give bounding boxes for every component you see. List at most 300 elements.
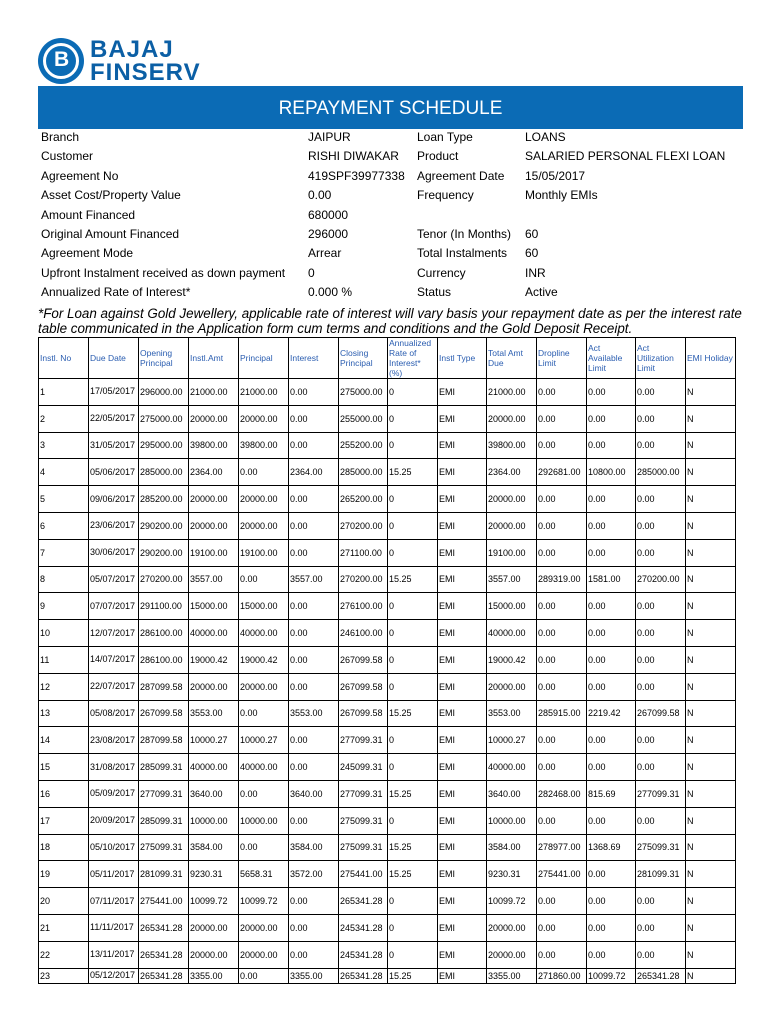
table-cell: 0.00 <box>289 807 339 834</box>
column-header: Act Available Limit <box>587 338 636 379</box>
table-cell: 0.00 <box>239 459 289 486</box>
table-cell: 17/05/2017 <box>89 379 139 406</box>
table-cell: 296000.00 <box>139 379 189 406</box>
info-row <box>38 129 743 148</box>
table-cell: 9230.31 <box>487 861 537 888</box>
table-cell: 267099.58 <box>339 673 388 700</box>
table-cell: EMI <box>438 539 487 566</box>
table-row <box>39 807 736 834</box>
logo-mark-letter: B <box>54 48 70 71</box>
table-cell: EMI <box>438 807 487 834</box>
table-cell: 22/07/2017 <box>89 673 139 700</box>
table-cell: N <box>686 539 736 566</box>
table-cell: 3 <box>39 432 89 459</box>
table-cell: 0.00 <box>289 914 339 941</box>
info-value2: LOANS <box>525 130 566 144</box>
table-cell: 0 <box>388 754 438 781</box>
table-cell: 0.00 <box>587 379 636 406</box>
info-value: 0 <box>308 265 315 280</box>
table-cell: 0.00 <box>587 593 636 620</box>
table-cell: 15000.00 <box>487 593 537 620</box>
table-cell: 0.00 <box>636 727 686 754</box>
table-cell: EMI <box>438 673 487 700</box>
table-cell: 270200.00 <box>339 512 388 539</box>
table-cell: 6 <box>39 512 89 539</box>
table-cell: N <box>686 888 736 915</box>
table-cell: 0.00 <box>239 700 289 727</box>
info-row <box>38 168 743 187</box>
table-cell: 10099.72 <box>587 968 636 983</box>
table-cell: 15.25 <box>388 566 438 593</box>
table-cell: 0.00 <box>289 754 339 781</box>
table-cell: 10000.27 <box>239 727 289 754</box>
table-cell: 40000.00 <box>189 754 239 781</box>
table-cell: 0.00 <box>289 646 339 673</box>
table-cell: 0.00 <box>537 807 587 834</box>
table-cell: 0 <box>388 888 438 915</box>
table-cell: 10000.27 <box>189 727 239 754</box>
table-cell: N <box>686 727 736 754</box>
table-cell: 265341.28 <box>139 941 189 968</box>
table-cell: 0.00 <box>289 539 339 566</box>
table-cell: N <box>686 459 736 486</box>
table-cell: 0.00 <box>537 673 587 700</box>
table-row <box>39 914 736 941</box>
table-cell: 277099.31 <box>339 780 388 807</box>
table-cell: 13 <box>39 700 89 727</box>
column-header: Dropline Limit <box>537 338 587 379</box>
table-cell: 267099.58 <box>339 646 388 673</box>
table-cell: 20000.00 <box>189 941 239 968</box>
table-row <box>39 861 736 888</box>
table-cell: 0.00 <box>537 914 587 941</box>
table-cell: N <box>686 941 736 968</box>
table-cell: EMI <box>438 593 487 620</box>
table-cell: 0.00 <box>289 593 339 620</box>
table-header-row <box>39 338 736 379</box>
table-cell: 270200.00 <box>139 566 189 593</box>
table-cell: 3355.00 <box>289 968 339 983</box>
table-cell: N <box>686 379 736 406</box>
table-cell: EMI <box>438 861 487 888</box>
column-header: Annualized Rate of Interest* (%) <box>388 338 438 379</box>
table-cell: 0 <box>388 593 438 620</box>
table-cell: 15.25 <box>388 861 438 888</box>
table-cell: 19000.42 <box>487 646 537 673</box>
info-label: Agreement Mode <box>41 246 134 261</box>
table-cell: 291100.00 <box>139 593 189 620</box>
table-cell: EMI <box>438 968 487 983</box>
table-row <box>39 968 736 983</box>
table-cell: 285000.00 <box>636 459 686 486</box>
table-row <box>39 593 736 620</box>
table-cell: 265200.00 <box>339 486 388 513</box>
table-row <box>39 566 736 593</box>
table-cell: 40000.00 <box>239 620 289 647</box>
table-cell: 0 <box>388 673 438 700</box>
table-cell: 0 <box>388 432 438 459</box>
table-cell: 10000.00 <box>239 807 289 834</box>
info-label: Customer <box>41 149 94 164</box>
table-cell: 0.00 <box>537 405 587 432</box>
table-cell: 275099.31 <box>339 807 388 834</box>
table-cell: 0.00 <box>289 379 339 406</box>
info-value: 0.000 % <box>308 285 353 300</box>
table-cell: 277099.31 <box>636 780 686 807</box>
table-cell: 0.00 <box>636 512 686 539</box>
column-header: Opening Principal <box>139 338 189 379</box>
table-cell: 0.00 <box>587 727 636 754</box>
column-header: Total Amt Due <box>487 338 537 379</box>
logo-line2: FINSERV <box>90 59 201 86</box>
table-cell: 290200.00 <box>139 512 189 539</box>
table-cell: 20000.00 <box>189 512 239 539</box>
table-cell: 0.00 <box>587 486 636 513</box>
table-cell: 286100.00 <box>139 646 189 673</box>
table-cell: 21000.00 <box>189 379 239 406</box>
table-cell: 0.00 <box>636 941 686 968</box>
table-cell: 0.00 <box>587 405 636 432</box>
table-cell: 0 <box>388 646 438 673</box>
table-cell: 265341.28 <box>339 888 388 915</box>
table-cell: EMI <box>438 754 487 781</box>
table-cell: 277099.31 <box>139 780 189 807</box>
table-cell: 4 <box>39 459 89 486</box>
info-value: 419SPF39977338 <box>308 168 405 183</box>
table-cell: 20000.00 <box>487 941 537 968</box>
table-row <box>39 620 736 647</box>
table-cell: 3553.00 <box>189 700 239 727</box>
info-label: Amount Financed <box>41 207 136 222</box>
table-cell: 0.00 <box>239 834 289 861</box>
table-cell: 275000.00 <box>339 379 388 406</box>
table-cell: 19 <box>39 861 89 888</box>
info-label2: Frequency <box>417 188 474 203</box>
table-cell: 1 <box>39 379 89 406</box>
table-cell: 05/11/2017 <box>89 861 139 888</box>
table-cell: 3572.00 <box>289 861 339 888</box>
table-cell: 05/12/2017 <box>89 968 139 983</box>
table-cell: N <box>686 780 736 807</box>
table-cell: 20000.00 <box>487 486 537 513</box>
table-cell: 21000.00 <box>239 379 289 406</box>
table-cell: 0 <box>388 941 438 968</box>
table-cell: 9 <box>39 593 89 620</box>
gold-loan-note: *For Loan against Gold Jewellery, applicable rate of interest will vary basis your repayment date as per the interest rate table communicated in the Application form cum terms and conditions and the Gold Deposit Receipt. <box>38 306 742 336</box>
info-row <box>38 148 743 167</box>
table-cell: 287099.58 <box>139 727 189 754</box>
table-row <box>39 539 736 566</box>
table-cell: 15.25 <box>388 700 438 727</box>
table-cell: 19100.00 <box>487 539 537 566</box>
table-cell: EMI <box>438 727 487 754</box>
table-cell: 0.00 <box>537 727 587 754</box>
info-label: Upfront Instalment received as down payment <box>41 265 286 280</box>
table-cell: 281099.31 <box>139 861 189 888</box>
table-cell: 271860.00 <box>537 968 587 983</box>
table-cell: 20000.00 <box>487 405 537 432</box>
table-row <box>39 646 736 673</box>
table-cell: 3557.00 <box>289 566 339 593</box>
table-cell: 0.00 <box>289 673 339 700</box>
table-cell: 2364.00 <box>289 459 339 486</box>
table-cell: 0.00 <box>537 539 587 566</box>
info-value2: 60 <box>525 226 539 241</box>
logo-line1: BAJAJ <box>90 36 174 63</box>
table-cell: EMI <box>438 834 487 861</box>
table-cell: 12 <box>39 673 89 700</box>
table-row <box>39 700 736 727</box>
table-cell: 15.25 <box>388 459 438 486</box>
table-cell: 0.00 <box>587 914 636 941</box>
table-cell: 7 <box>39 539 89 566</box>
table-cell: 12/07/2017 <box>89 620 139 647</box>
table-cell: 285000.00 <box>139 459 189 486</box>
table-cell: 0.00 <box>636 539 686 566</box>
table-cell: 0.00 <box>289 888 339 915</box>
column-header: Instl.Amt <box>189 338 239 379</box>
table-cell: 18 <box>39 834 89 861</box>
table-cell: 10099.72 <box>189 888 239 915</box>
table-cell: 14/07/2017 <box>89 646 139 673</box>
table-row <box>39 512 736 539</box>
table-cell: 0.00 <box>537 593 587 620</box>
table-cell: 292681.00 <box>537 459 587 486</box>
table-cell: N <box>686 914 736 941</box>
table-cell: N <box>686 566 736 593</box>
info-label2: Loan Type <box>417 130 473 144</box>
table-cell: 267099.58 <box>636 700 686 727</box>
table-cell: 31/05/2017 <box>89 432 139 459</box>
table-cell: N <box>686 646 736 673</box>
table-cell: 2219.42 <box>587 700 636 727</box>
table-cell: N <box>686 807 736 834</box>
table-cell: N <box>686 593 736 620</box>
table-cell: 20000.00 <box>189 673 239 700</box>
repayment-schedule-table <box>38 337 736 984</box>
table-cell: 0.00 <box>289 486 339 513</box>
info-value2: 60 <box>525 246 539 261</box>
table-cell: 21 <box>39 914 89 941</box>
table-cell: 05/10/2017 <box>89 834 139 861</box>
table-cell: 15 <box>39 754 89 781</box>
table-cell: 11/11/2017 <box>89 914 139 941</box>
table-cell: 276100.00 <box>339 593 388 620</box>
table-cell: 0.00 <box>636 379 686 406</box>
table-cell: 20000.00 <box>239 941 289 968</box>
table-cell: 13/11/2017 <box>89 941 139 968</box>
info-value: Arrear <box>308 246 342 261</box>
table-cell: 0.00 <box>537 432 587 459</box>
table-cell: N <box>686 673 736 700</box>
table-cell: 3557.00 <box>189 566 239 593</box>
table-cell: 0.00 <box>587 941 636 968</box>
table-cell: 285000.00 <box>339 459 388 486</box>
table-cell: 275099.31 <box>636 834 686 861</box>
table-cell: 0.00 <box>636 754 686 781</box>
table-cell: 0.00 <box>636 673 686 700</box>
table-cell: 10000.27 <box>487 727 537 754</box>
table-cell: 15000.00 <box>239 593 289 620</box>
table-cell: 0.00 <box>636 807 686 834</box>
table-cell: 10099.72 <box>487 888 537 915</box>
info-value2: Monthly EMIs <box>525 188 598 203</box>
table-cell: N <box>686 968 736 983</box>
table-cell: 19000.42 <box>189 646 239 673</box>
table-row <box>39 727 736 754</box>
table-cell: 3584.00 <box>189 834 239 861</box>
table-cell: 20000.00 <box>239 486 289 513</box>
table-cell: EMI <box>438 512 487 539</box>
info-label2: Tenor (In Months) <box>417 226 512 241</box>
table-cell: 0 <box>388 620 438 647</box>
table-cell: 3584.00 <box>487 834 537 861</box>
table-cell: 245341.28 <box>339 914 388 941</box>
table-cell: 277099.31 <box>339 727 388 754</box>
table-cell: 5 <box>39 486 89 513</box>
column-header: Interest <box>289 338 339 379</box>
info-label: Asset Cost/Property Value <box>41 188 181 203</box>
table-cell: 281099.31 <box>636 861 686 888</box>
table-cell: 20000.00 <box>487 673 537 700</box>
table-cell: 3640.00 <box>289 780 339 807</box>
table-cell: 0.00 <box>587 888 636 915</box>
info-label: Annualized Rate of Interest* <box>41 285 191 300</box>
table-cell: 286100.00 <box>139 620 189 647</box>
table-cell: 295000.00 <box>139 432 189 459</box>
table-cell: 3553.00 <box>487 700 537 727</box>
table-cell: 0 <box>388 486 438 513</box>
table-cell: 270200.00 <box>339 566 388 593</box>
table-cell: 15.25 <box>388 780 438 807</box>
table-cell: 20000.00 <box>239 405 289 432</box>
table-cell: 40000.00 <box>239 754 289 781</box>
table-cell: 22/05/2017 <box>89 405 139 432</box>
table-cell: 39800.00 <box>239 432 289 459</box>
table-cell: 11 <box>39 646 89 673</box>
table-cell: 21000.00 <box>487 379 537 406</box>
table-cell: 3355.00 <box>189 968 239 983</box>
table-cell: 290200.00 <box>139 539 189 566</box>
table-cell: 40000.00 <box>487 754 537 781</box>
table-cell: N <box>686 432 736 459</box>
info-value2: INR <box>525 265 546 280</box>
table-cell: 19100.00 <box>239 539 289 566</box>
table-cell: 10800.00 <box>587 459 636 486</box>
table-cell: 0.00 <box>239 968 289 983</box>
table-cell: 3640.00 <box>487 780 537 807</box>
table-cell: 0.00 <box>587 673 636 700</box>
table-cell: 270200.00 <box>636 566 686 593</box>
info-value: RISHI DIWAKAR <box>308 149 399 164</box>
table-cell: 0.00 <box>289 432 339 459</box>
table-cell: 275441.00 <box>339 861 388 888</box>
info-value: JAIPUR <box>308 130 351 144</box>
table-cell: 287099.58 <box>139 673 189 700</box>
column-header: Instl. No <box>39 338 89 379</box>
table-cell: EMI <box>438 405 487 432</box>
column-header: Act Utilization Limit <box>636 338 686 379</box>
table-cell: 20000.00 <box>487 914 537 941</box>
table-cell: 271100.00 <box>339 539 388 566</box>
table-cell: 20000.00 <box>189 914 239 941</box>
table-cell: 1581.00 <box>587 566 636 593</box>
table-row <box>39 459 736 486</box>
table-cell: 05/06/2017 <box>89 459 139 486</box>
table-cell: 265341.28 <box>139 914 189 941</box>
table-cell: EMI <box>438 780 487 807</box>
table-cell: 14 <box>39 727 89 754</box>
table-cell: N <box>686 512 736 539</box>
info-label2: Status <box>417 285 452 300</box>
info-value2: 15/05/2017 <box>525 168 586 183</box>
table-cell: N <box>686 861 736 888</box>
info-label2: Total Instalments <box>417 246 508 261</box>
table-cell: 20000.00 <box>239 673 289 700</box>
table-cell: 3640.00 <box>189 780 239 807</box>
table-cell: 0.00 <box>239 566 289 593</box>
table-cell: 275441.00 <box>139 888 189 915</box>
info-row <box>38 245 743 264</box>
table-cell: 267099.58 <box>339 700 388 727</box>
table-cell: 20000.00 <box>487 512 537 539</box>
table-cell: 285099.31 <box>139 807 189 834</box>
table-cell: 20000.00 <box>239 512 289 539</box>
table-row <box>39 379 736 406</box>
table-cell: 20/09/2017 <box>89 807 139 834</box>
table-cell: 0.00 <box>239 780 289 807</box>
table-cell: EMI <box>438 700 487 727</box>
table-cell: 0.00 <box>537 754 587 781</box>
table-cell: EMI <box>438 620 487 647</box>
page-title: REPAYMENT SCHEDULE <box>38 86 743 129</box>
table-cell: 0.00 <box>289 727 339 754</box>
table-cell: 0.00 <box>587 539 636 566</box>
table-cell: 0.00 <box>636 646 686 673</box>
table-cell: 05/07/2017 <box>89 566 139 593</box>
table-cell: N <box>686 405 736 432</box>
table-cell: 39800.00 <box>189 432 239 459</box>
info-row <box>38 284 743 303</box>
table-cell: 285915.00 <box>537 700 587 727</box>
table-cell: EMI <box>438 486 487 513</box>
table-cell: 8 <box>39 566 89 593</box>
table-cell: 2364.00 <box>487 459 537 486</box>
table-cell: 815.69 <box>587 780 636 807</box>
table-row <box>39 673 736 700</box>
bajaj-logo-icon <box>38 38 84 84</box>
loan-info-section <box>38 129 743 304</box>
table-cell: 09/06/2017 <box>89 486 139 513</box>
table-cell: 15.25 <box>388 834 438 861</box>
table-cell: 265341.28 <box>139 968 189 983</box>
table-cell: 285099.31 <box>139 754 189 781</box>
table-cell: N <box>686 834 736 861</box>
table-row <box>39 780 736 807</box>
info-value: 680000 <box>308 207 349 222</box>
table-cell: 20000.00 <box>239 914 289 941</box>
table-cell: 3355.00 <box>487 968 537 983</box>
info-label: Original Amount Financed <box>41 226 180 241</box>
table-cell: 0.00 <box>636 432 686 459</box>
table-cell: EMI <box>438 432 487 459</box>
table-cell: 0.00 <box>537 888 587 915</box>
info-label2: Currency <box>417 265 466 280</box>
table-cell: EMI <box>438 646 487 673</box>
table-cell: 0.00 <box>289 405 339 432</box>
table-cell: 255200.00 <box>339 432 388 459</box>
table-cell: 07/07/2017 <box>89 593 139 620</box>
